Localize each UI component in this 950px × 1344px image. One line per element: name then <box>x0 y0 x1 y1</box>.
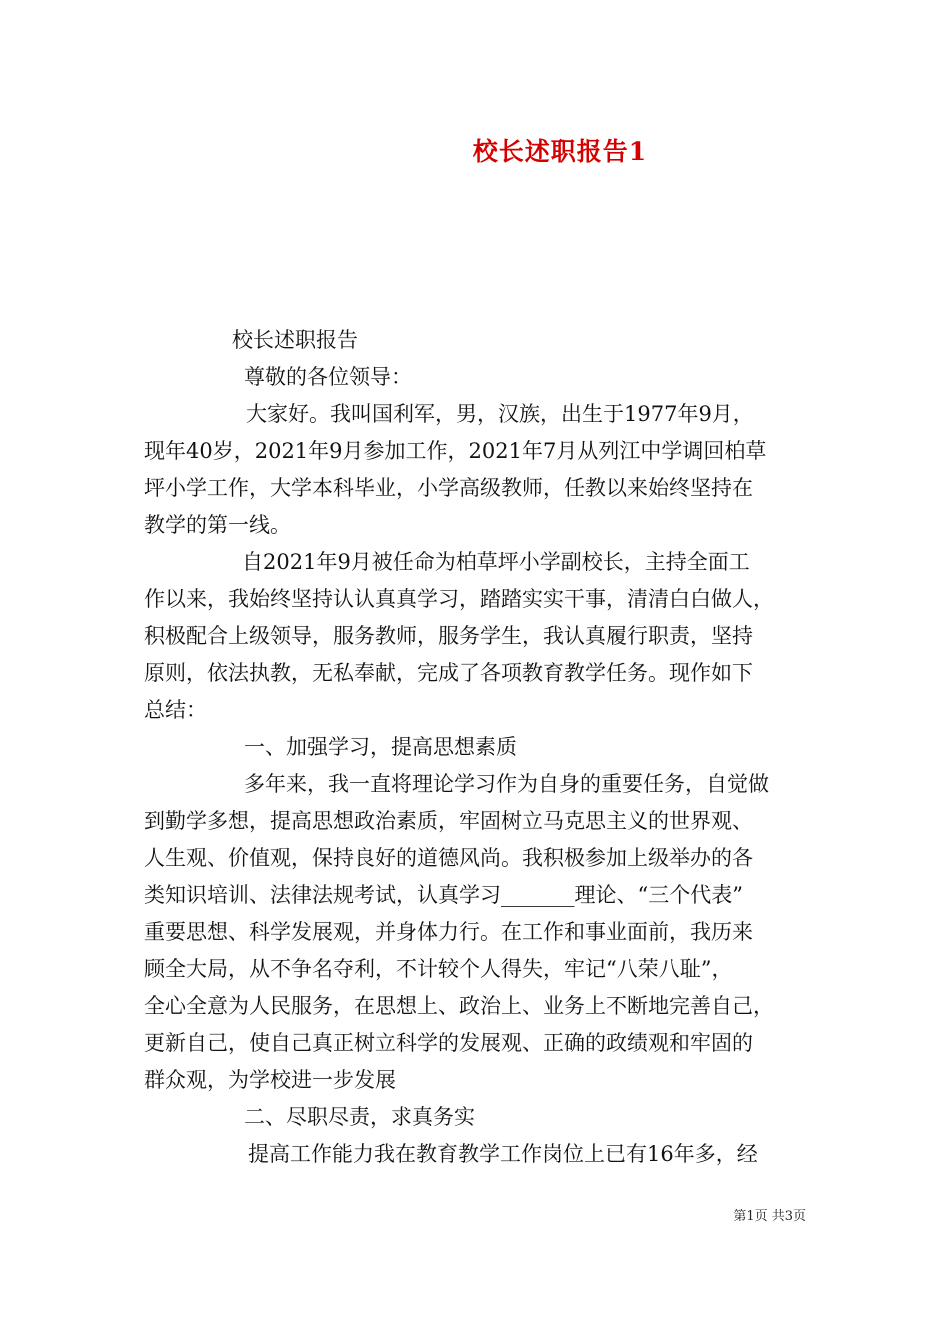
paragraph-line: 类知识培训、法律法规考试，认真学习_______理论、“三个代表” <box>144 883 743 907</box>
paragraph-line: 作以来，我始终坚持认认真真学习，踏踏实实干事，清清白白做人， <box>144 587 774 611</box>
paragraph-line: 到勤学多想，提高思想政治素质，牢固树立马克思主义的世界观、 <box>144 809 753 833</box>
paragraph-line: 坪小学工作，大学本科毕业，小学高级教师，任教以来始终坚持在 <box>144 476 753 500</box>
paragraph-line: 全心全意为人民服务，在思想上、政治上、业务上不断地完善自己， <box>144 994 774 1018</box>
paragraph-line: 教学的第一线。 <box>144 513 291 537</box>
paragraph-line: 提高工作能力我在教育教学工作岗位上已有16年多，经 <box>248 1142 758 1166</box>
report-heading: 校长述职报告 <box>232 328 358 352</box>
paragraph-line: 自2021年9月被任命为柏草坪小学副校长，主持全面工 <box>242 550 750 574</box>
paragraph-line: 总结： <box>144 698 207 722</box>
section-heading: 一、加强学习，提高思想素质 <box>244 735 517 759</box>
paragraph-line: 现年40岁，2021年9月参加工作，2021年7月从列江中学调回柏草 <box>144 439 767 463</box>
salutation: 尊敬的各位领导： <box>244 365 412 389</box>
paragraph-line: 大家好。我叫国利军，男，汉族，出生于1977年9月， <box>246 402 754 426</box>
paragraph-line: 多年来，我一直将理论学习作为自身的重要任务，自觉做 <box>244 772 769 796</box>
paragraph-line: 顾全大局，从不争名夺利，不计较个人得失，牢记“八荣八耻”， <box>144 957 733 981</box>
page-number: 第1页 共3页 <box>733 1209 806 1224</box>
paragraph-line: 积极配合上级领导，服务教师，服务学生，我认真履行职责，坚持 <box>144 624 753 648</box>
paragraph-line: 原则，依法执教，无私奉献，完成了各项教育教学任务。现作如下 <box>144 661 753 685</box>
paragraph-line: 群众观，为学校进一步发展 <box>144 1068 396 1092</box>
paragraph-line: 更新自己，使自己真正树立科学的发展观、正确的政绩观和牢固的 <box>144 1031 753 1055</box>
paragraph-line: 人生观、价值观，保持良好的道德风尚。我积极参加上级举办的各 <box>144 846 753 870</box>
document-title: 校长述职报告1 <box>472 137 648 166</box>
section-heading: 二、尽职尽责，求真务实 <box>244 1105 475 1129</box>
paragraph-line: 重要思想、科学发展观，并身体力行。在工作和事业面前，我历来 <box>144 920 753 944</box>
document-body <box>144 322 809 1173</box>
